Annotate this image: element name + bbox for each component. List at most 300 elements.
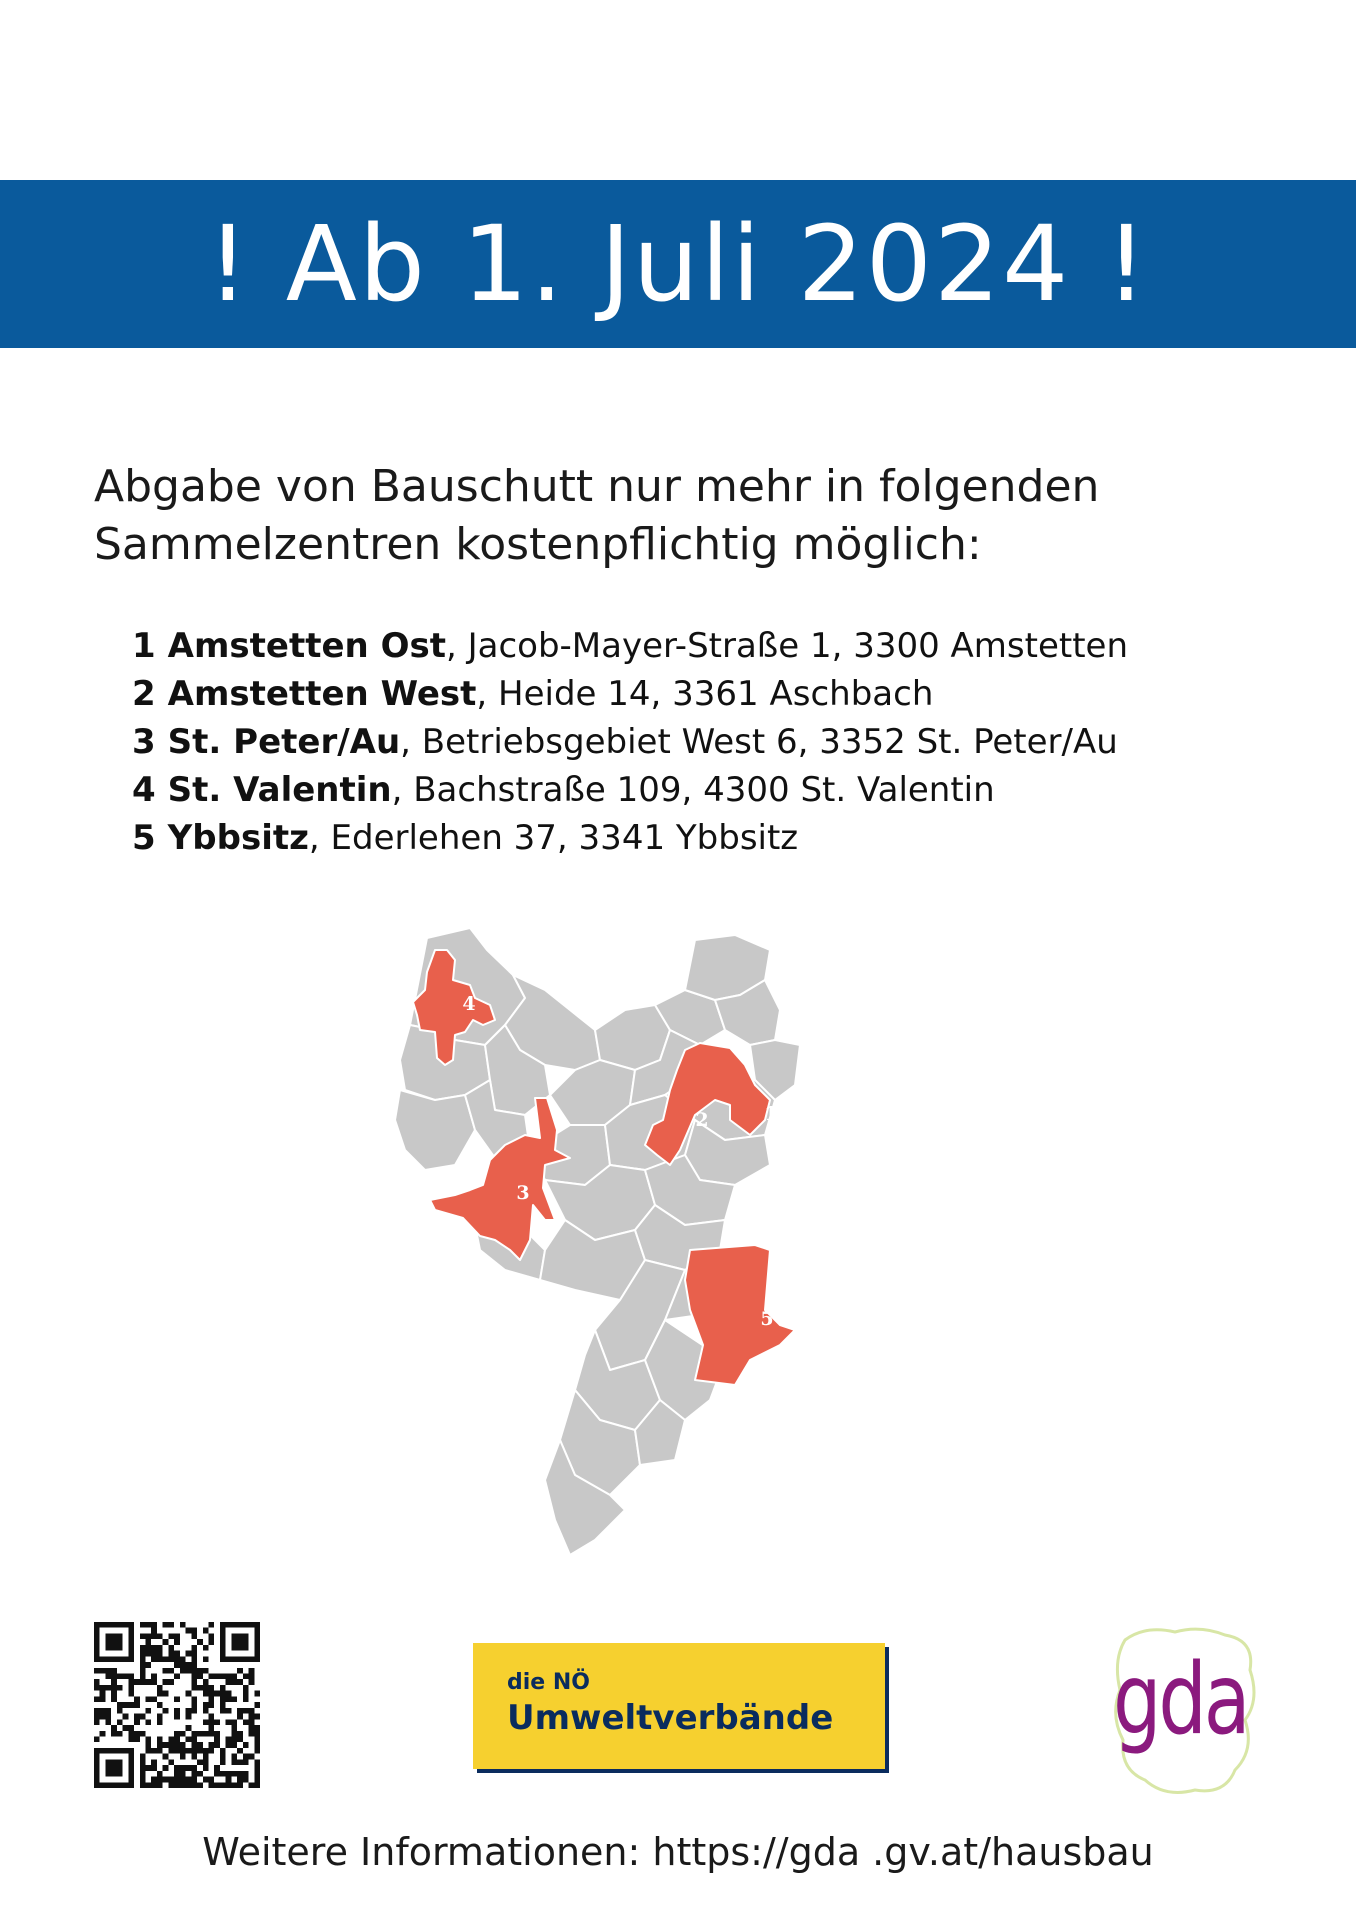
qr-module [208, 1691, 214, 1697]
qr-module [140, 1714, 146, 1720]
qr-module [134, 1736, 140, 1742]
qr-module [249, 1731, 255, 1737]
qr-module [249, 1754, 255, 1760]
qr-module [105, 1674, 111, 1680]
qr-module [191, 1651, 197, 1657]
map-label-4: 4 [462, 993, 476, 1015]
qr-module [226, 1674, 232, 1680]
qr-module [140, 1662, 146, 1668]
qr-module [237, 1639, 243, 1645]
qr-module [146, 1765, 152, 1771]
qr-module [191, 1685, 197, 1691]
qr-module [237, 1708, 243, 1714]
map-label-2: 2 [695, 1109, 709, 1131]
qr-module [214, 1674, 220, 1680]
qr-module [111, 1725, 117, 1731]
qr-module [226, 1742, 232, 1748]
qr-module [111, 1668, 117, 1674]
qr-module [111, 1639, 117, 1645]
qr-module [134, 1714, 140, 1720]
qr-module [226, 1777, 232, 1783]
qr-module [163, 1679, 169, 1685]
qr-module [254, 1639, 260, 1645]
qr-module [94, 1736, 100, 1742]
qr-module [128, 1731, 134, 1737]
qr-module [220, 1633, 226, 1639]
qr-module [94, 1714, 100, 1720]
qr-module [220, 1771, 226, 1777]
qr-module [203, 1708, 209, 1714]
qr-module [226, 1622, 232, 1628]
qr-module [168, 1742, 174, 1748]
qr-module [128, 1628, 134, 1634]
center-name: Amstetten Ost [167, 626, 446, 666]
qr-module [163, 1754, 169, 1760]
qr-module [100, 1696, 106, 1702]
qr-module [163, 1777, 169, 1783]
qr-module [105, 1685, 111, 1691]
qr-module [243, 1674, 249, 1680]
qr-module [203, 1719, 209, 1725]
qr-module [128, 1674, 134, 1680]
qr-module [220, 1759, 226, 1765]
qr-module [203, 1691, 209, 1697]
qr-module [243, 1742, 249, 1748]
qr-module [191, 1708, 197, 1714]
qr-module [94, 1708, 100, 1714]
qr-module [128, 1633, 134, 1639]
qr-module [243, 1645, 249, 1651]
qr-module [186, 1765, 192, 1771]
gda-logo-text: gda [1113, 1643, 1248, 1757]
qr-module [111, 1731, 117, 1737]
qr-module [231, 1633, 237, 1639]
qr-module [163, 1656, 169, 1662]
qr-module [254, 1759, 260, 1765]
qr-module [128, 1656, 134, 1662]
qr-module [254, 1725, 260, 1731]
qr-module [140, 1759, 146, 1765]
qr-module [208, 1622, 214, 1628]
qr-module [208, 1742, 214, 1748]
qr-module [214, 1691, 220, 1697]
qr-module [243, 1656, 249, 1662]
qr-module [94, 1645, 100, 1651]
qr-module [128, 1736, 134, 1742]
qr-module [128, 1691, 134, 1697]
qr-module [191, 1782, 197, 1788]
qr-module [249, 1622, 255, 1628]
qr-module [157, 1736, 163, 1742]
qr-module [146, 1742, 152, 1748]
qr-module [128, 1639, 134, 1645]
qr-module [203, 1685, 209, 1691]
qr-module [157, 1742, 163, 1748]
qr-module [151, 1679, 157, 1685]
qr-module [191, 1731, 197, 1737]
qr-module [174, 1771, 180, 1777]
header-banner [0, 180, 1356, 348]
qr-module [140, 1731, 146, 1737]
qr-module [168, 1736, 174, 1742]
qr-module [243, 1685, 249, 1691]
qr-module [220, 1708, 226, 1714]
qr-module [174, 1777, 180, 1783]
qr-module [117, 1765, 123, 1771]
qr-module [105, 1645, 111, 1651]
qr-module [249, 1674, 255, 1680]
qr-module [157, 1685, 163, 1691]
qr-module [174, 1656, 180, 1662]
qr-module [151, 1777, 157, 1783]
qr-module [243, 1759, 249, 1765]
qr-module [231, 1639, 237, 1645]
qr-module [237, 1731, 243, 1737]
qr-module [128, 1645, 134, 1651]
qr-module [214, 1782, 220, 1788]
qr-module [220, 1656, 226, 1662]
qr-module [151, 1633, 157, 1639]
sponsor-line-1: die NÖ [507, 1670, 590, 1695]
qr-module [105, 1668, 111, 1674]
qr-module [163, 1742, 169, 1748]
qr-module [243, 1754, 249, 1760]
qr-module [168, 1679, 174, 1685]
qr-module [254, 1656, 260, 1662]
qr-module [117, 1759, 123, 1765]
qr-module [146, 1782, 152, 1788]
qr-module [180, 1782, 186, 1788]
qr-module [151, 1656, 157, 1662]
qr-module [168, 1645, 174, 1651]
qr-module [111, 1771, 117, 1777]
qr-module [100, 1691, 106, 1697]
qr-module [111, 1685, 117, 1691]
center-number: 4 [132, 770, 156, 810]
qr-module [128, 1725, 134, 1731]
qr-module [231, 1674, 237, 1680]
qr-module [123, 1725, 129, 1731]
qr-module [180, 1731, 186, 1737]
qr-module [174, 1696, 180, 1702]
center-name: Ybbsitz [167, 818, 309, 858]
qr-module [186, 1651, 192, 1657]
qr-module [117, 1731, 123, 1737]
qr-module [186, 1736, 192, 1742]
qr-module [117, 1771, 123, 1777]
qr-module [128, 1702, 134, 1708]
qr-module [105, 1748, 111, 1754]
qr-module [168, 1759, 174, 1765]
qr-module [249, 1668, 255, 1674]
qr-module [231, 1719, 237, 1725]
qr-module [105, 1708, 111, 1714]
qr-module [140, 1668, 146, 1674]
qr-module [94, 1685, 100, 1691]
qr-module [146, 1679, 152, 1685]
qr-module [231, 1771, 237, 1777]
qr-module [237, 1759, 243, 1765]
center-number: 3 [132, 722, 156, 762]
qr-module [180, 1656, 186, 1662]
qr-module [151, 1759, 157, 1765]
qr-module [220, 1691, 226, 1697]
qr-module [226, 1656, 232, 1662]
qr-module [231, 1782, 237, 1788]
qr-module [197, 1639, 203, 1645]
qr-module [220, 1674, 226, 1680]
qr-module [203, 1765, 209, 1771]
map-label-5: 5 [760, 1308, 774, 1330]
qr-module [237, 1771, 243, 1777]
qr-module [146, 1696, 152, 1702]
qr-module [111, 1656, 117, 1662]
qr-module [146, 1622, 152, 1628]
qr-module [191, 1679, 197, 1685]
noe-umweltverbaende-logo [473, 1643, 885, 1769]
qr-module [191, 1771, 197, 1777]
qr-module [191, 1777, 197, 1783]
qr-module [117, 1645, 123, 1651]
center-address: , Ederlehen 37, 3341 Ybbsitz [308, 818, 799, 858]
qr-module [134, 1679, 140, 1685]
map-region [395, 1090, 475, 1170]
qr-module [254, 1765, 260, 1771]
qr-module [157, 1691, 163, 1697]
qr-module [208, 1782, 214, 1788]
qr-module [163, 1765, 169, 1771]
qr-module [134, 1702, 140, 1708]
qr-module [117, 1708, 123, 1714]
qr-module [254, 1633, 260, 1639]
qr-module [105, 1719, 111, 1725]
qr-module [168, 1651, 174, 1657]
qr-module [254, 1777, 260, 1783]
qr-module [128, 1765, 134, 1771]
qr-module [203, 1777, 209, 1783]
intro-line-1: Abgabe von Bauschutt nur mehr in folgenden [94, 461, 1100, 512]
center-address: , Heide 14, 3361 Aschbach [476, 674, 934, 714]
qr-module [128, 1651, 134, 1657]
qr-module [123, 1748, 129, 1754]
qr-code-icon[interactable] [94, 1622, 260, 1788]
qr-module [157, 1633, 163, 1639]
qr-module [146, 1639, 152, 1645]
qr-module [186, 1691, 192, 1697]
qr-module [231, 1622, 237, 1628]
qr-module [203, 1645, 209, 1651]
qr-module [146, 1719, 152, 1725]
qr-module [94, 1639, 100, 1645]
qr-module [226, 1691, 232, 1697]
qr-module [249, 1679, 255, 1685]
qr-module [203, 1754, 209, 1760]
qr-module [243, 1691, 249, 1697]
qr-module [94, 1656, 100, 1662]
qr-module [128, 1771, 134, 1777]
qr-module [111, 1633, 117, 1639]
qr-module [100, 1668, 106, 1674]
qr-module [151, 1622, 157, 1628]
qr-module [157, 1719, 163, 1725]
qr-module [249, 1719, 255, 1725]
qr-module [128, 1754, 134, 1760]
qr-module [157, 1777, 163, 1783]
center-number: 1 [132, 626, 156, 666]
qr-module [146, 1748, 152, 1754]
qr-module [254, 1771, 260, 1777]
qr-module [208, 1777, 214, 1783]
qr-module [174, 1633, 180, 1639]
qr-module [105, 1765, 111, 1771]
qr-module [254, 1714, 260, 1720]
qr-module [140, 1633, 146, 1639]
qr-module [174, 1708, 180, 1714]
qr-module [249, 1656, 255, 1662]
qr-module [146, 1651, 152, 1657]
qr-module [117, 1748, 123, 1754]
qr-module [146, 1645, 152, 1651]
qr-module [191, 1702, 197, 1708]
qr-module [157, 1714, 163, 1720]
qr-module [168, 1748, 174, 1754]
qr-module [186, 1777, 192, 1783]
qr-module [237, 1645, 243, 1651]
qr-module [140, 1679, 146, 1685]
qr-module [128, 1759, 134, 1765]
qr-module [94, 1748, 100, 1754]
qr-module [140, 1645, 146, 1651]
qr-module [100, 1782, 106, 1788]
qr-module [94, 1777, 100, 1783]
qr-module [191, 1645, 197, 1651]
qr-module [174, 1731, 180, 1737]
qr-module [191, 1633, 197, 1639]
qr-module [174, 1662, 180, 1668]
qr-module [186, 1714, 192, 1720]
qr-module [237, 1748, 243, 1754]
qr-module [111, 1759, 117, 1765]
qr-module [174, 1736, 180, 1742]
collection-centers-list [132, 622, 1332, 862]
qr-module [140, 1656, 146, 1662]
qr-module [94, 1668, 100, 1674]
qr-module [220, 1782, 226, 1788]
qr-module [243, 1696, 249, 1702]
qr-module [191, 1662, 197, 1668]
qr-module [208, 1748, 214, 1754]
qr-module [174, 1748, 180, 1754]
qr-module [220, 1628, 226, 1634]
qr-module [94, 1679, 100, 1685]
qr-module [186, 1748, 192, 1754]
qr-module [249, 1725, 255, 1731]
qr-module [214, 1731, 220, 1737]
qr-module [117, 1685, 123, 1691]
qr-module [180, 1662, 186, 1668]
banner-title: ! Ab 1. Juli 2024 ! [206, 203, 1150, 325]
qr-module [220, 1645, 226, 1651]
qr-module [226, 1696, 232, 1702]
qr-module [231, 1731, 237, 1737]
qr-module [94, 1765, 100, 1771]
qr-module [105, 1633, 111, 1639]
qr-module [249, 1782, 255, 1788]
qr-module [117, 1719, 123, 1725]
qr-module [157, 1656, 163, 1662]
qr-module [197, 1668, 203, 1674]
qr-module [237, 1777, 243, 1783]
qr-module [231, 1742, 237, 1748]
qr-module [111, 1645, 117, 1651]
qr-module [157, 1771, 163, 1777]
qr-module [186, 1668, 192, 1674]
qr-module [134, 1731, 140, 1737]
qr-module [180, 1771, 186, 1777]
qr-module [231, 1736, 237, 1742]
map-label-1: 1 [764, 1103, 778, 1125]
qr-module [220, 1639, 226, 1645]
qr-module [128, 1777, 134, 1783]
qr-module [197, 1742, 203, 1748]
qr-module [134, 1696, 140, 1702]
qr-module [186, 1662, 192, 1668]
qr-module [191, 1696, 197, 1702]
qr-module [163, 1708, 169, 1714]
qr-module [203, 1679, 209, 1685]
qr-module [191, 1736, 197, 1742]
qr-module [191, 1742, 197, 1748]
qr-module [237, 1622, 243, 1628]
qr-module [254, 1628, 260, 1634]
qr-module [203, 1668, 209, 1674]
qr-module [208, 1702, 214, 1708]
qr-module [220, 1748, 226, 1754]
center-name: St. Valentin [167, 770, 392, 810]
qr-module [94, 1633, 100, 1639]
qr-module [231, 1645, 237, 1651]
qr-module [226, 1771, 232, 1777]
qr-module [163, 1622, 169, 1628]
qr-module [191, 1748, 197, 1754]
qr-module [157, 1702, 163, 1708]
qr-module [168, 1622, 174, 1628]
qr-module [231, 1656, 237, 1662]
qr-module [220, 1685, 226, 1691]
qr-module [231, 1725, 237, 1731]
qr-module [174, 1639, 180, 1645]
qr-module [140, 1771, 146, 1777]
qr-module [254, 1748, 260, 1754]
qr-module [111, 1674, 117, 1680]
qr-module [243, 1777, 249, 1783]
qr-module [180, 1754, 186, 1760]
qr-module [203, 1702, 209, 1708]
qr-module [208, 1731, 214, 1737]
qr-module [254, 1691, 260, 1697]
qr-module [186, 1725, 192, 1731]
qr-module [208, 1674, 214, 1680]
qr-module [128, 1685, 134, 1691]
qr-module [237, 1714, 243, 1720]
qr-module [105, 1759, 111, 1765]
qr-module [151, 1748, 157, 1754]
qr-module [123, 1622, 129, 1628]
qr-module [243, 1719, 249, 1725]
qr-module [208, 1696, 214, 1702]
qr-module [100, 1731, 106, 1737]
qr-module [168, 1656, 174, 1662]
